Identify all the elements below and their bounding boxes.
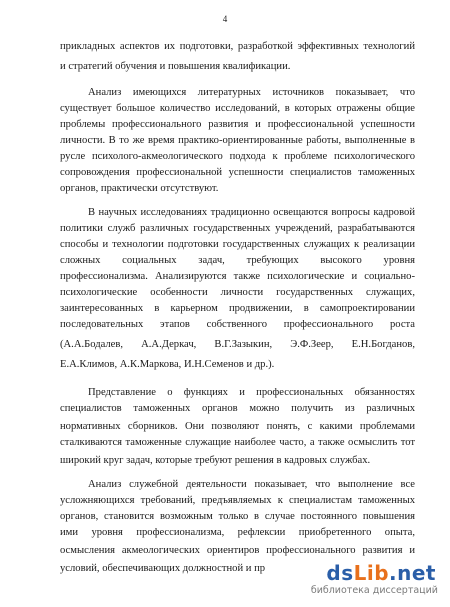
text-line: способы и технологии подготовки государственных служащих к реализации: [60, 239, 415, 250]
page-number: 4: [222, 14, 228, 24]
text-line: заинтересованных в карьерном продвижении, в самопроектировании: [60, 303, 415, 314]
text-line: Анализ служебной деятельности показывает, что выполнение все: [88, 479, 415, 490]
text-line: сопровождения профессиональной успешности специалистов таможенных: [60, 167, 415, 178]
text-line: профессионализма. Анализируются также психологические и социально-: [60, 271, 415, 282]
text-line: ими уровня профессионализма, рефлексии приобретенного опыта,: [60, 527, 415, 538]
dslib-logo: dsLib.net: [326, 561, 436, 585]
text-line: органов, практически отсутствуют.: [60, 183, 219, 194]
text-line: Е.А.Климов, А.К.Маркова, И.Н.Семенов и др.).: [60, 359, 275, 370]
text-line: русле психолого-акмеологического подхода к проблеме психологического: [60, 151, 415, 162]
text-line: проблемы профессионального развития и профессиональной успешности: [60, 119, 415, 130]
text-line: В научных исследованиях традиционно освещаются вопросы кадровой: [88, 207, 415, 218]
text-line: психологические особенности личности государственных служащих,: [60, 287, 415, 298]
watermark-subtitle: библиотека диссертаций: [310, 585, 438, 596]
text-line: усложняющихся требований, предъявляемых к специалистам таможенных: [60, 495, 415, 506]
text-line: и стратегий обучения и повышения квалификации.: [60, 61, 291, 72]
text-line: органов, становится возможным только в случае постоянного повышения: [60, 511, 415, 522]
text-line: Анализ имеющихся литературных источников показывает, что: [88, 87, 415, 98]
text-line: политики служб различных государственных учреждений, разрабатываются: [60, 223, 415, 234]
text-line: осмысления акмеологических ориентиров профессионального развития и: [60, 545, 415, 556]
text-line: сложных социальных задач, требующих высокого уровня: [60, 255, 415, 266]
text-line: условий, обеспечивающих должностной и пр: [60, 563, 266, 574]
text-line: существует большое количество исследований, в которых отражены общие: [60, 103, 415, 114]
text-line: специалистов таможенных органов можно получить из различных: [60, 403, 415, 414]
text-line: последовательных этапов собственного профессионального роста: [60, 319, 415, 330]
text-line: личности. В то же время практико-ориентированные работы, выполненные в: [60, 135, 415, 146]
text-line: сталкиваются таможенные служащие наиболее часто, а также осмыслить тот: [60, 437, 415, 448]
text-line: (А.А.Бодалев, А.А.Деркач, В.Г.Зазыкин, Э.Ф.Зеер, Е.Н.Богданов,: [60, 339, 415, 350]
text-line: нормативных сборников. Они позволяют понять, с какими проблемами: [60, 421, 415, 432]
dslib-watermark: [312, 561, 442, 601]
text-line: прикладных аспектов их подготовки, разработкой эффективных технологий: [60, 41, 415, 52]
text-line: широкий круг задач, которые требуют решения в кадровых службах.: [60, 455, 371, 466]
text-line: Представление о функциях и профессиональных обязанностях: [88, 387, 415, 398]
